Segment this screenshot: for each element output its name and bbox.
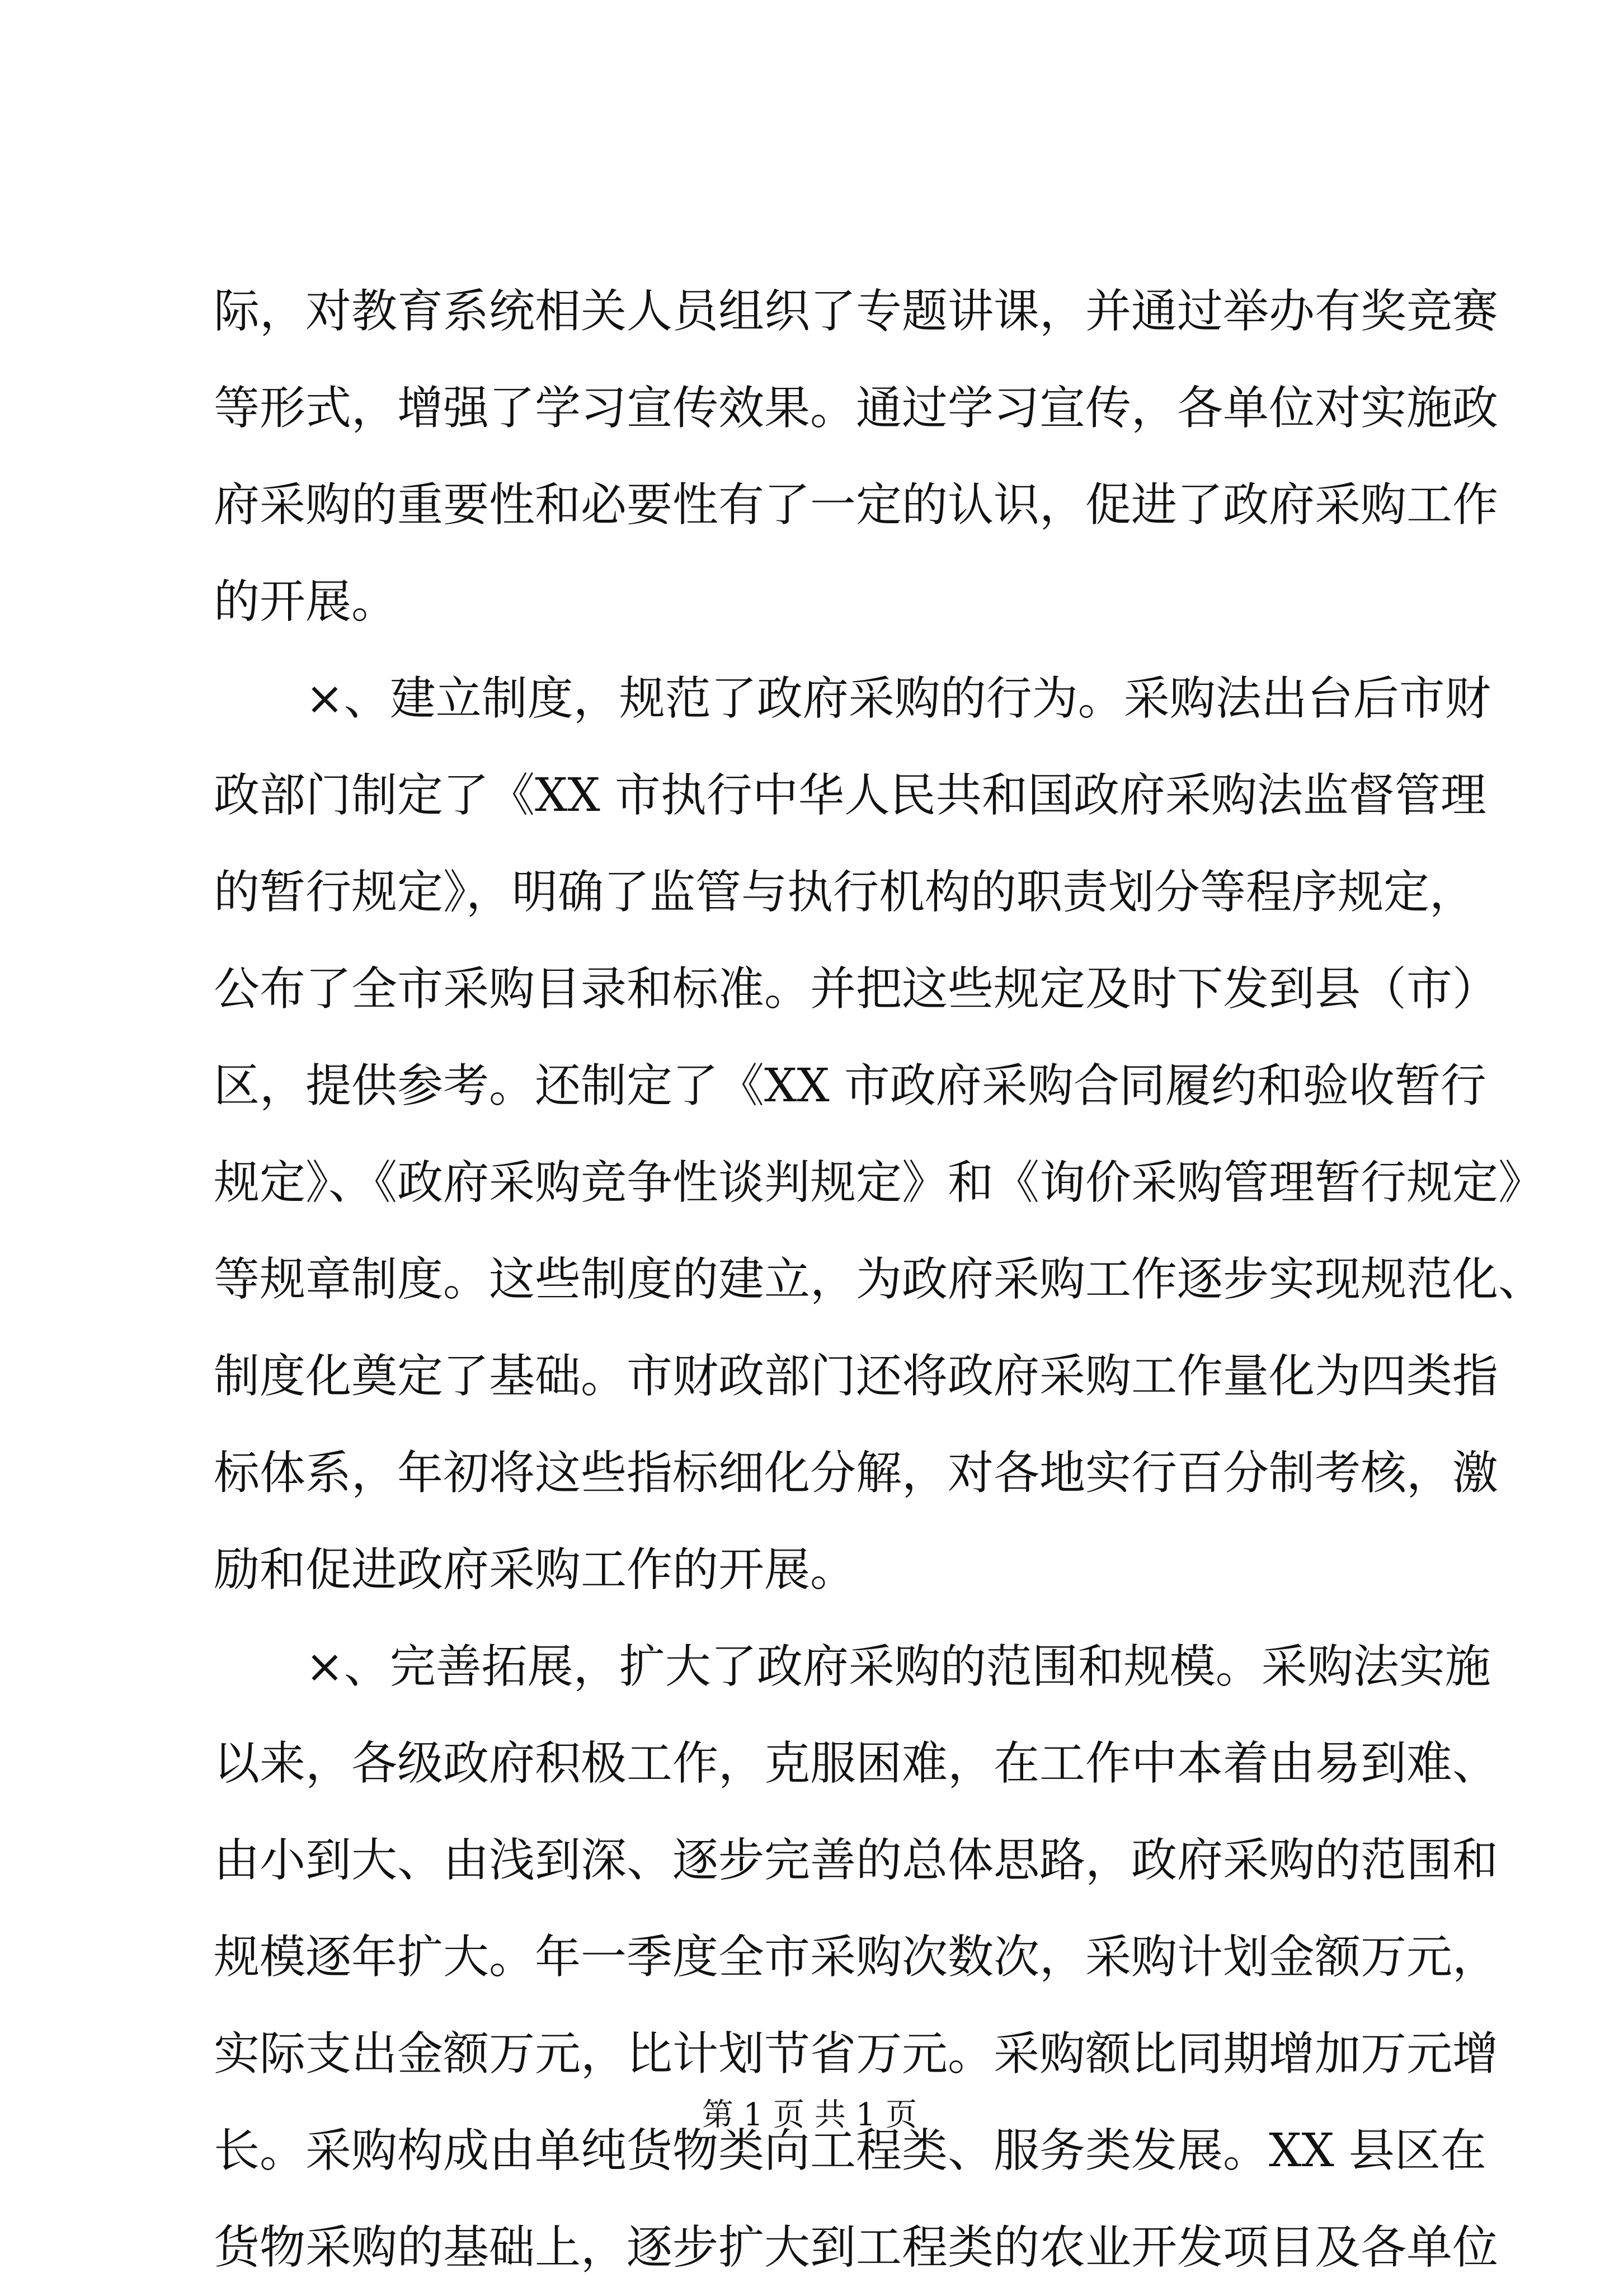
text-line: 公布了全市采购目录和标准。并把这些规定及时下发到县（市） [214, 962, 1499, 1016]
paragraph-first-line: ×、建立制度，规范了政府采购的行为。采购法出台后市财 [305, 672, 1491, 725]
text-line: 政部门制定了《XX 市执行中华人民共和国政府采购法监督管理 [214, 769, 1486, 822]
text-line: 以来，各级政府积极工作，克服困难，在工作中本着由易到难、 [214, 1737, 1499, 1790]
paragraph-first-line: ×、完善拓展，扩大了政府采购的范围和规模。采购法实施 [305, 1640, 1491, 1693]
text-line: 长。采购构成由单纯货物类向工程类、服务类发展。XX 县区在 [214, 2124, 1486, 2177]
text-line: 等形式，增强了学习宣传效果。通过学习宣传，各单位对实施政 [214, 382, 1499, 435]
text-line: 的开展。 [214, 575, 398, 628]
page-number-footer: 第 1 页 共 1 页 [702, 2097, 917, 2133]
text-line: 规定》、《政府采购竞争性谈判规定》和《询价采购管理暂行规定》 [214, 1156, 1545, 1209]
text-line: 由小到大、由浅到深、逐步完善的总体思路，政府采购的范围和 [214, 1834, 1499, 1887]
text-line: 府采购的重要性和必要性有了一定的认识，促进了政府采购工作 [214, 478, 1499, 532]
text-line: 区，提供参考。还制定了《XX 市政府采购合同履约和验收暂行 [214, 1059, 1486, 1112]
text-line: 的暂行规定》，明确了监管与执行机构的职责划分等程序规定， [214, 866, 1476, 919]
text-line: 际，对教育系统相关人员组织了专题讲课，并通过举办有奖竞赛 [214, 285, 1499, 338]
text-line: 规模逐年扩大。年一季度全市采购次数次，采购计划金额万元， [214, 1931, 1499, 1984]
text-line: 制度化奠定了基础。市财政部门还将政府采购工作量化为四类指 [214, 1350, 1499, 1403]
text-line: 货物采购的基础上，逐步扩大到工程类的农业开发项目及各单位 [214, 2221, 1499, 2274]
text-line: 励和促进政府采购工作的开展。 [214, 1543, 856, 1597]
text-line: 标体系，年初将这些指标细化分解，对各地实行百分制考核，激 [214, 1447, 1499, 1500]
text-line: 等规章制度。这些制度的建立，为政府采购工作逐步实现规范化、 [214, 1253, 1545, 1306]
body-text [214, 263, 1545, 2296]
text-line: 实际支出金额万元，比计划节省万元。采购额比同期增加万元增 [214, 2027, 1499, 2081]
